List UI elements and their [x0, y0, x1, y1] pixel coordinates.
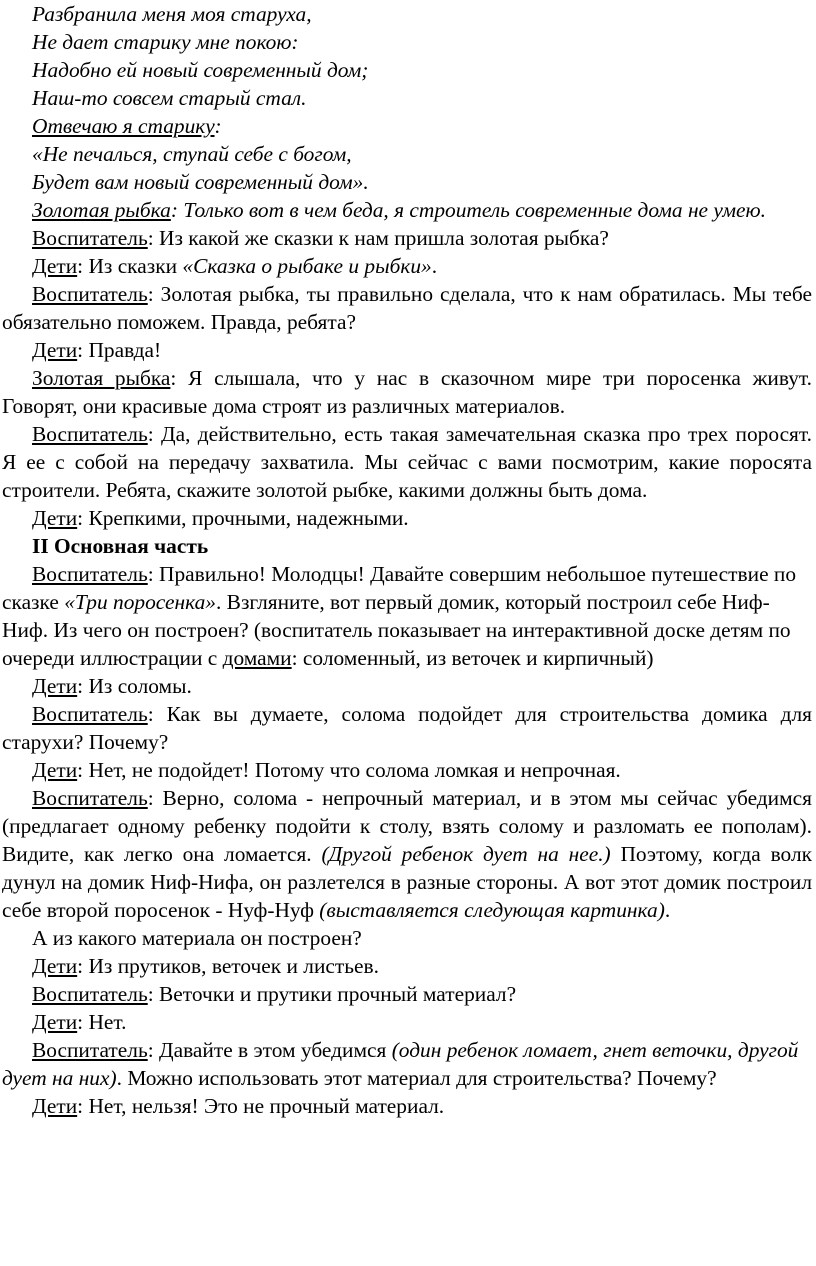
verse-line: Разбранила меня моя старуха, — [32, 2, 312, 26]
dialogue-text: : Правильно! Молодцы! Давайте совершим небольшое путешествие по сказке — [2, 562, 797, 614]
dialogue-line — [2, 224, 812, 252]
verse-line: Будет вам новый современный дом». — [32, 170, 369, 194]
speaker-label: Воспитатель — [32, 226, 148, 250]
verse-line: Наш-то совсем старый стал. — [32, 86, 307, 110]
dialogue-line — [2, 980, 812, 1008]
dialogue-text: : Да, действительно, есть такая замечательная сказка про трех поросят. Я ее с собой на передачу захватила. Мы сейчас с вами посмотрим, какие поросята строители. Ребята, скажите золотой рыбке, какими должны быть дома. — [2, 422, 812, 502]
dialogue-line — [2, 420, 812, 504]
stage-direction: (выставляется следующая картинка) — [319, 898, 665, 922]
dialogue-line — [2, 756, 812, 784]
speaker-label: Воспитатель — [32, 982, 148, 1006]
section-heading: II Основная часть — [32, 534, 209, 558]
dialogue-text: : соломенный, из веточек и кирпичный) — [291, 646, 654, 670]
dialogue-text: : Из соломы. — [77, 674, 192, 698]
speaker-label: Золотая рыбка — [32, 198, 171, 222]
dialogue-line — [2, 784, 812, 924]
speaker-label: Дети — [32, 758, 78, 782]
dialogue-line — [2, 560, 812, 672]
dialogue-text: : Нет. — [77, 1010, 127, 1034]
dialogue-line — [2, 700, 812, 756]
colon: : — [214, 114, 222, 138]
stage-direction: (Другой ребенок дует на нее.) — [321, 842, 611, 866]
dialogue-line — [2, 364, 812, 420]
fairy-tale-title: «Три поросенка» — [64, 590, 216, 614]
dialogue-line — [2, 1036, 812, 1092]
speaker-label: Воспитатель — [32, 702, 148, 726]
houses-link[interactable]: домами — [222, 646, 292, 670]
speaker-label: Дети — [32, 954, 78, 978]
speaker-label: Дети — [32, 1094, 78, 1118]
dialogue-text: : Из какой же сказки к нам пришла золотая рыбка? — [147, 226, 609, 250]
dialogue-text: : Я слышала, что у нас в сказочном мире три поросенка живут. Говорят, они красивые дома строят из различных материалов. — [2, 366, 812, 418]
dialogue-text: . Взгляните, вот первый домик, который построил себе Ниф-Ниф. Из чего он построен? (воспитатель показывает на интерактивной доске детям по очереди иллюстрации с — [2, 590, 791, 670]
dialogue-line: А из какого материала он построен? — [32, 926, 362, 950]
dialogue-line — [2, 1008, 812, 1036]
speaker-label: Воспитатель — [32, 1038, 148, 1062]
dialogue-text: Поэтому, когда волк дунул на домик Ниф-Нифа, он разлетелся в разные стороны. А вот этот домик построил себе второй поросенок - Нуф-Нуф — [2, 842, 813, 922]
dialogue-line — [2, 280, 812, 336]
fairy-tale-title: «Сказка о рыбаке и рыбки» — [182, 254, 432, 278]
dialogue-text: : Только вот в чем беда, я строитель современные дома не умею. — [170, 198, 766, 222]
dialogue-text: : Нет, не подойдет! Потому что солома ломкая и непрочная. — [77, 758, 621, 782]
speaker-label: Дети — [32, 338, 78, 362]
dialogue-text: : Как вы думаете, солома подойдет для строительства домика для старухи? Почему? — [2, 702, 812, 754]
dialogue-text: : Правда! — [77, 338, 162, 362]
stage-direction: (один ребенок ломает, гнет веточки, другой дует на них) — [2, 1038, 799, 1090]
dialogue-line — [2, 672, 812, 700]
dialogue-line — [2, 196, 812, 224]
speaker-label: Воспитатель — [32, 562, 148, 586]
dialogue-line — [2, 952, 812, 980]
speaker-label: Дети — [32, 1010, 78, 1034]
verse-line: Не дает старику мне покою: — [32, 30, 299, 54]
speaker-label: Дети — [32, 254, 78, 278]
dialogue-text: : Из сказки — [77, 254, 183, 278]
dialogue-text: . Можно использовать этот материал для строительства? Почему? — [116, 1066, 717, 1090]
speaker-label: Воспитатель — [32, 282, 148, 306]
speaker-label: Золотая рыбка — [32, 366, 171, 390]
dialogue-text: : Крепкими, прочными, надежными. — [77, 506, 409, 530]
verse-line — [2, 112, 812, 140]
dialogue-text: : Верно, солома - непрочный материал, и в этом мы сейчас убедимся (предлагает одному ребенку подойти к столу, взять солому и разломать ее пополам). Видите, как легко она ломается. — [2, 786, 812, 866]
dialogue-text: : Нет, нельзя! Это не прочный материал. — [77, 1094, 445, 1118]
speaker-label: Дети — [32, 674, 78, 698]
dialogue-line — [2, 504, 812, 532]
verse-line: Надобно ей новый современный дом; — [32, 58, 369, 82]
dialogue-line — [2, 1092, 812, 1120]
speaker-label: Дети — [32, 506, 78, 530]
dialogue-text: : Веточки и прутики прочный материал? — [147, 982, 517, 1006]
dialogue-text: . — [431, 254, 438, 278]
speaker-label: Отвечаю я старику — [32, 114, 215, 138]
speaker-label: Воспитатель — [32, 786, 148, 810]
speaker-label: Воспитатель — [32, 422, 148, 446]
dialogue-text: : Золотая рыбка, ты правильно сделала, что к нам обратилась. Мы тебе обязательно поможем. Правда, ребята? — [2, 282, 812, 334]
dialogue-text: . — [664, 898, 671, 922]
dialogue-text: : Давайте в этом убедимся — [147, 1038, 392, 1062]
dialogue-line — [2, 336, 812, 364]
dialogue-line — [2, 252, 812, 280]
dialogue-text: : Из прутиков, веточек и листьев. — [77, 954, 379, 978]
verse-line: «Не печалься, ступай себе с богом, — [32, 142, 352, 166]
